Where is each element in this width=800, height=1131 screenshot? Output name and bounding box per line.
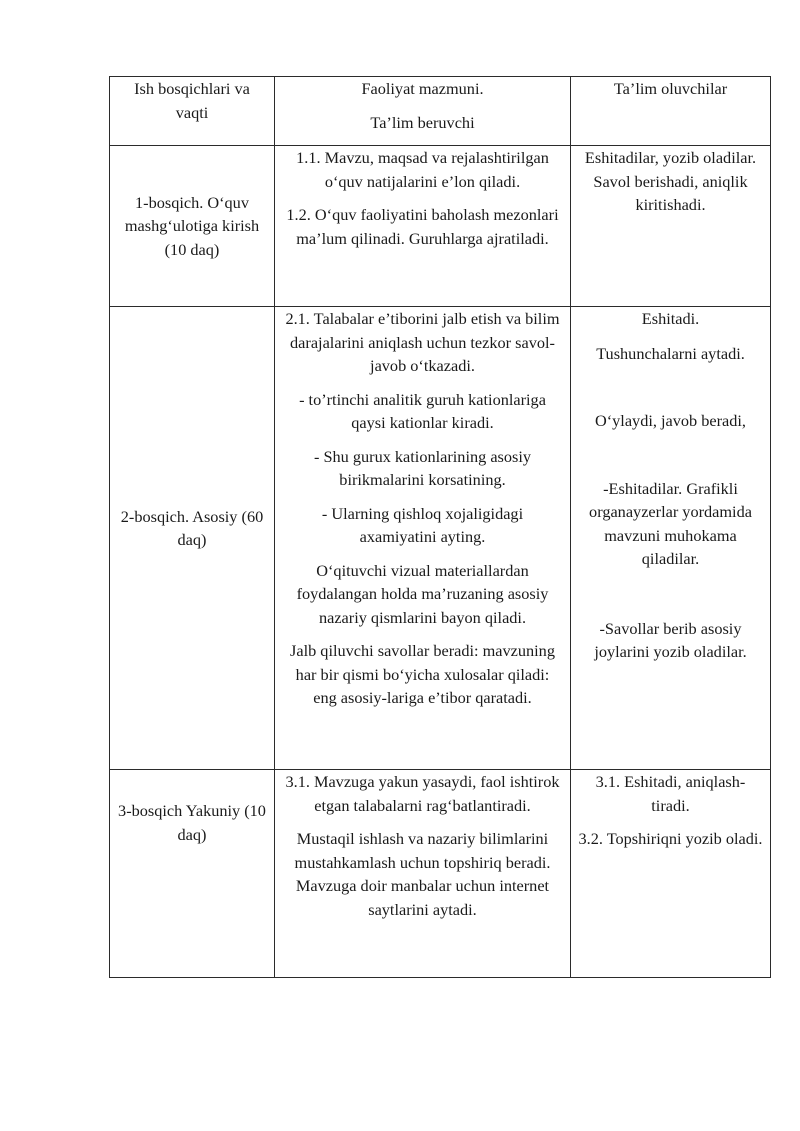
teacher-activity-cell <box>275 770 571 978</box>
header-stage-label: Ish bosqichlari va vaqti <box>134 79 250 122</box>
teacher-activity-text: O‘qituvchi vizual materiallardan foydalangan holda ma’ruzaning asosiy nazariy qismlarini bayon qiladi. <box>296 560 549 627</box>
student-activity-text: Eshitadi. <box>641 309 700 328</box>
student-activity-cell <box>571 770 771 978</box>
table-row <box>110 146 771 307</box>
stage-label: 1-bosqich. O‘quv mashg‘ulotiga kirish (10 daq) <box>124 192 260 259</box>
teacher-activity-cell <box>275 307 571 770</box>
student-activity-cell <box>571 307 771 770</box>
header-stage-cell <box>110 77 275 146</box>
teacher-activity-text: - Ularning qishloq xojaligidagi axamiyatini ayting. <box>321 503 524 546</box>
stage-cell <box>110 770 275 978</box>
lesson-plan-table <box>109 76 771 978</box>
teacher-activity-text: - Shu gurux kationlarining asosiy birikmalarini korsatining. <box>313 446 532 489</box>
header-teacher-label: Ta’lim beruvchi <box>370 112 475 132</box>
header-activity-label: Faoliyat mazmuni. <box>361 79 484 98</box>
student-activity-text: 3.1. Eshitadi, aniqlash-tiradi. <box>595 772 746 815</box>
student-activity-text: Eshitadilar, yozib oladilar. Savol berishadi, aniqlik kiritishadi. <box>584 148 757 214</box>
header-students-cell <box>571 77 771 146</box>
stage-label: 2-bosqich. Asosiy (60 daq) <box>120 506 264 549</box>
teacher-activity-text: 1.2. O‘quv faoliyatini baholash mezonlari ma’lum qilinadi. Guruhlarga ajratiladi. <box>286 205 559 248</box>
table-header-row <box>110 77 771 146</box>
stage-label: 3-bosqich Yakuniy (10 daq) <box>118 801 266 844</box>
teacher-activity-text: 1.1. Mavzu, maqsad va rejalashtirilgan o‘quv natijalarini e’lon qiladi. <box>296 148 549 191</box>
stage-cell <box>110 146 275 307</box>
student-activity-text: Tushunchalarni aytadi. <box>596 343 745 363</box>
teacher-activity-text: - to’rtinchi analitik guruh kationlariga qaysi kationlar kiradi. <box>299 389 546 432</box>
student-activity-text: O‘ylaydi, javob beradi, <box>594 411 746 430</box>
table-row <box>110 307 771 770</box>
teacher-activity-text: Jalb qiluvchi savollar beradi: mavzuning har bir qismi bo‘yicha xulosalar qiladi: eng asosiy-lariga e’tibor qaratadi. <box>290 641 555 707</box>
header-activity-cell <box>275 77 571 146</box>
student-activity-text: 3.2. Topshiriqni yozib oladi. <box>578 829 763 848</box>
teacher-activity-text: Mustaqil ishlash va nazariy bilimlarini mustahkamlash uchun topshiriq beradi. Mavzuga doir manbalar uchun internet saytlarini aytadi. <box>294 829 551 919</box>
stage-cell <box>110 307 275 770</box>
table-row <box>110 770 771 978</box>
teacher-activity-text: 3.1. Mavzuga yakun yasaydi, faol ishtirok etgan talabalarni rag‘batlantiradi. <box>285 772 560 815</box>
header-students-label: Ta’lim oluvchilar <box>613 79 728 98</box>
teacher-activity-text: 2.1. Talabalar e’tiborini jalb etish va bilim darajalarini aniqlash uchun tezkor savol-javob o‘tkazadi. <box>285 309 560 375</box>
teacher-activity-cell <box>275 146 571 307</box>
student-activity-cell <box>571 146 771 307</box>
student-activity-text: -Eshitadilar. Grafikli organayzerlar yordamida mavzuni muhokama qiladilar. <box>589 478 752 568</box>
student-activity-text: -Savollar berib asosiy joylarini yozib oladilar. <box>594 618 747 661</box>
